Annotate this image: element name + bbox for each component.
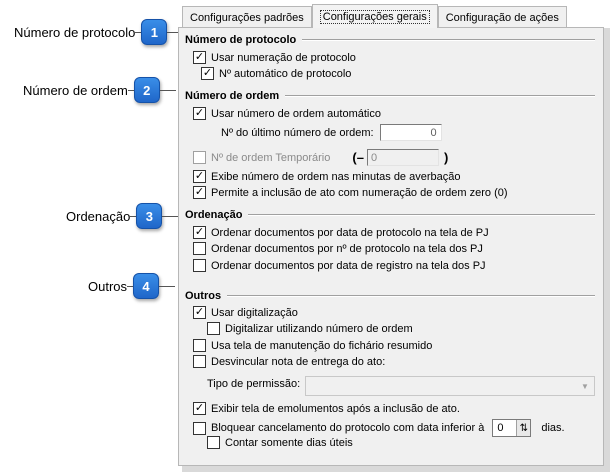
checkbox-checked[interactable]: ✓ <box>194 186 205 198</box>
ordenar-data-registro-checkbox[interactable]: Ordenar documentos por data de registro na tela dos PJ <box>193 259 486 272</box>
ordem-temporario-row <box>193 149 448 166</box>
ordem-temporario-label: Nº de ordem Temporário <box>211 151 331 164</box>
callout-ordenacao <box>66 203 178 229</box>
checkbox-checked[interactable]: ✓ <box>194 402 205 414</box>
ultimo-numero-ordem-row <box>221 124 442 141</box>
callout-badge: 4 <box>133 273 159 299</box>
digitalizar-ordem-checkbox[interactable]: Digitalizar utilizando número de ordem <box>207 322 413 335</box>
settings-panel <box>178 27 604 466</box>
checkbox-checked[interactable]: ✓ <box>194 226 205 238</box>
section-ordenacao: Ordenação <box>185 209 595 221</box>
dias-label: dias. <box>541 422 565 434</box>
callout-badge: 1 <box>141 19 167 45</box>
checkbox-checked[interactable]: ✓ <box>194 170 205 182</box>
tab-configuracoes-gerais[interactable]: Configurações gerais <box>312 4 438 28</box>
automatico-protocolo-checkbox[interactable]: ✓ Nº automático de protocolo <box>202 67 352 80</box>
chevron-down-icon: ▼ <box>581 381 589 391</box>
checkbox-unchecked[interactable] <box>193 355 206 368</box>
checkbox-checked[interactable]: ✓ <box>194 107 205 119</box>
callout-outros <box>88 273 175 299</box>
dias-value: 0 <box>497 422 504 434</box>
ordenar-numero-protocolo-checkbox[interactable]: Ordenar documentos por nº de protocolo na tela dos PJ <box>193 242 483 255</box>
ordem-temporario-input[interactable]: 0 <box>367 149 439 166</box>
section-outros: Outros <box>185 290 595 302</box>
callout-badge: 3 <box>136 203 162 229</box>
tab-configuracao-acoes[interactable]: Configuração de ações <box>438 6 567 28</box>
checkbox-unchecked[interactable] <box>193 242 206 255</box>
callout-label: Número de protocolo <box>14 24 136 40</box>
ordem-temporario-checkbox[interactable] <box>193 151 206 164</box>
bracket-close: ) <box>443 150 449 165</box>
callout-badge: 2 <box>134 77 160 103</box>
checkbox-checked[interactable]: ✓ <box>202 67 213 79</box>
usar-ordem-automatico-checkbox[interactable]: ✓ Usar número de ordem automático <box>194 107 381 120</box>
settings-dialog <box>178 2 604 466</box>
usa-tela-manutencao-checkbox[interactable]: Usa tela de manutenção do fichário resumido <box>193 339 432 352</box>
ultimo-numero-ordem-input[interactable]: 0 <box>380 124 442 141</box>
checkbox-checked[interactable]: ✓ <box>194 306 205 318</box>
ultimo-numero-ordem-label: Nº do último número de ordem: <box>221 126 374 139</box>
tab-configuracoes-padroes[interactable]: Configurações padrões <box>182 6 312 28</box>
checkbox-unchecked[interactable] <box>193 339 206 352</box>
checkbox-unchecked[interactable] <box>193 259 206 272</box>
tipo-permissao-label: Tipo de permissão: <box>207 378 301 390</box>
checkbox-checked[interactable]: ✓ <box>194 51 205 63</box>
desvincular-nota-checkbox[interactable]: Desvincular nota de entrega do ato: <box>193 355 385 368</box>
tipo-permissao-select[interactable] <box>305 376 595 396</box>
dias-spinner[interactable] <box>492 419 531 437</box>
spin-arrows-icon[interactable]: ⇅ <box>516 420 530 436</box>
checkbox-unchecked[interactable] <box>207 322 220 335</box>
callout-numero-protocolo <box>14 19 180 45</box>
bracket-open: (– <box>352 150 364 165</box>
contar-uteis-checkbox[interactable]: Contar somente dias úteis <box>207 436 353 449</box>
callout-label: Ordenação <box>66 208 131 224</box>
ordenar-data-protocolo-checkbox[interactable]: ✓ Ordenar documentos por data de protocolo na tela de PJ <box>194 226 489 239</box>
usar-numeracao-protocolo-checkbox[interactable]: ✓ Usar numeração de protocolo <box>194 51 356 64</box>
callout-label: Outros <box>88 278 128 294</box>
usar-digitalizacao-checkbox[interactable]: ✓ Usar digitalização <box>194 306 298 319</box>
callout-label: Número de ordem <box>23 82 128 98</box>
bloquear-cancelamento-checkbox[interactable] <box>193 422 206 435</box>
section-numero-ordem: Número de ordem <box>185 90 595 102</box>
section-numero-protocolo: Número de protocolo <box>185 34 595 46</box>
bloquear-cancelamento-label: Bloquear cancelamento do protocolo com data inferior à <box>211 422 485 434</box>
permite-zero-checkbox[interactable]: ✓ Permite a inclusão de ato com numeração de ordem zero (0) <box>194 186 508 199</box>
bloquear-cancelamento-row <box>193 419 565 437</box>
exibe-minutas-checkbox[interactable]: ✓ Exibe número de ordem nas minutas de averbação <box>194 170 461 183</box>
checkbox-unchecked[interactable] <box>207 436 220 449</box>
tab-strip <box>182 4 567 28</box>
exibir-emolumentos-checkbox[interactable]: ✓ Exibir tela de emolumentos após a inclusão de ato. <box>194 402 460 415</box>
callout-numero-ordem <box>23 77 176 103</box>
